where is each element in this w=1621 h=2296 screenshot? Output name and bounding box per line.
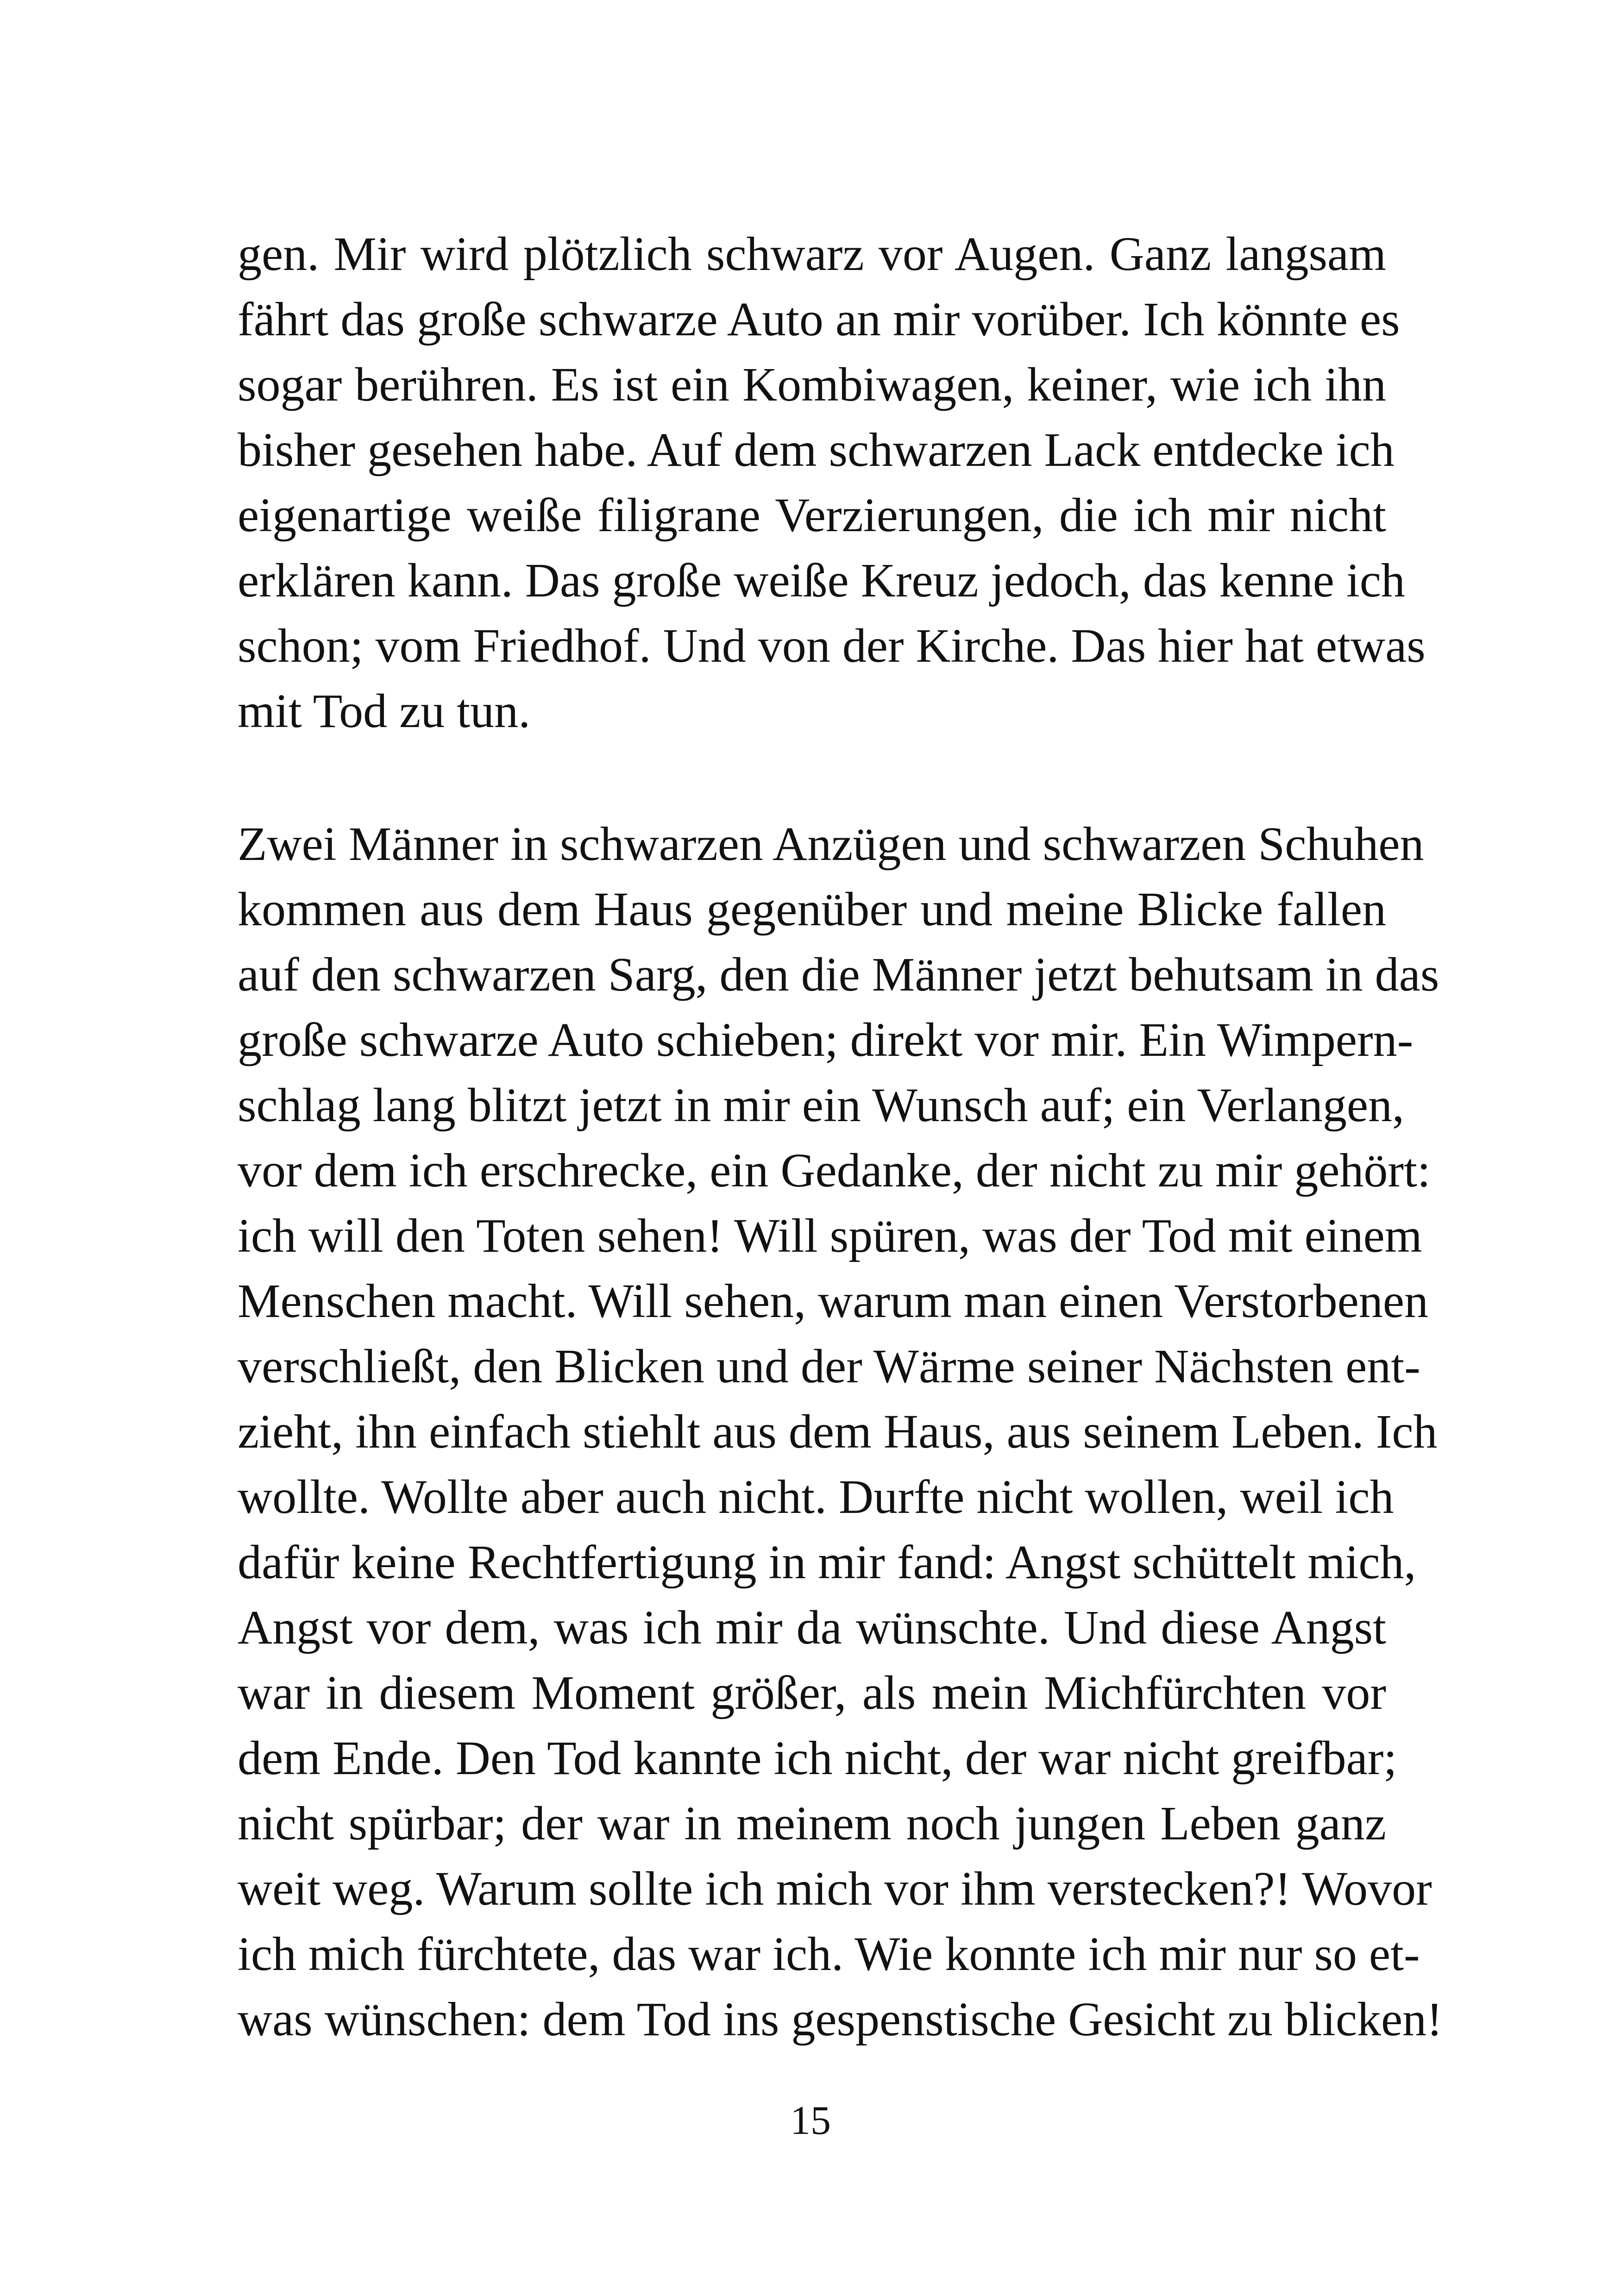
text-line: ich mich fürchtete, das war ich. Wie konnte ich mir nur so et- [238, 1927, 1420, 1981]
text-line: dafür keine Rechtfertigung in mir fand: Angst schüttelt mich, [238, 1536, 1416, 1589]
text-line: zieht, ihn einfach stiehlt aus dem Haus, aus seinem Leben. Ich [238, 1405, 1438, 1458]
text-line: ich will den Toten sehen! Will spüren, was der Tod mit einem [238, 1209, 1422, 1262]
text-line: weit weg. Warum sollte ich mich vor ihm verstecken?! Wovor [238, 1862, 1432, 1915]
text-line: schlag lang blitzt jetzt in mir ein Wunsch auf; ein Verlangen, [238, 1079, 1405, 1132]
text-line: vor dem ich erschrecke, ein Gedanke, der nicht zu mir gehört: [238, 1144, 1431, 1197]
text-line: war in diesem Moment größer, als mein Michfürchten vor [238, 1666, 1386, 1719]
text-line: bisher gesehen habe. Auf dem schwarzen Lack entdecke ich [238, 423, 1395, 477]
text-line: Zwei Männer in schwarzen Anzügen und schwarzen Schuhen [238, 817, 1424, 871]
text-line: schon; vom Friedhof. Und von der Kirche. Das hier hat etwas [238, 619, 1426, 672]
text-line: wollte. Wollte aber auch nicht. Durfte nicht wollen, weil ich [238, 1470, 1394, 1524]
text-line: erklären kann. Das große weiße Kreuz jedoch, das kenne ich [238, 554, 1405, 607]
text-line: auf den schwarzen Sarg, den die Männer jetzt behutsam in das [238, 948, 1439, 1001]
text-line: sogar berühren. Es ist ein Kombiwagen, keiner, wie ich ihn [238, 358, 1386, 411]
paragraph-2 [238, 811, 1443, 2052]
text-line: Angst vor dem, was ich mir da wünschte. Und diese Angst [238, 1601, 1386, 1654]
text-line: verschließt, den Blicken und der Wärme seiner Nächsten ent- [238, 1340, 1420, 1393]
text-line: kommen aus dem Haus gegenüber und meine Blicke fallen [238, 883, 1386, 936]
text-line: dem Ende. Den Tod kannte ich nicht, der war nicht greifbar; [238, 1731, 1397, 1785]
text-line: Menschen macht. Will sehen, warum man einen Verstorbenen [238, 1274, 1429, 1328]
page-number: 15 [790, 2098, 831, 2143]
text-line: nicht spürbar; der war in meinem noch jungen Leben ganz [238, 1797, 1386, 1850]
text-line: große schwarze Auto schieben; direkt vor mir. Ein Wimpern- [238, 1013, 1414, 1066]
text-line: was wünschen: dem Tod ins gespenstische Gesicht zu blicken! [238, 1993, 1443, 2046]
text-line: eigenartige weiße filigrane Verzierungen, die ich mir nicht [238, 489, 1386, 542]
text-line: mit Tod zu tun. [238, 684, 531, 738]
text-line: fährt das große schwarze Auto an mir vorüber. Ich könnte es [238, 293, 1400, 346]
paragraph-1 [238, 221, 1426, 744]
text-line: gen. Mir wird plötzlich schwarz vor Augen. Ganz langsam [238, 227, 1386, 281]
